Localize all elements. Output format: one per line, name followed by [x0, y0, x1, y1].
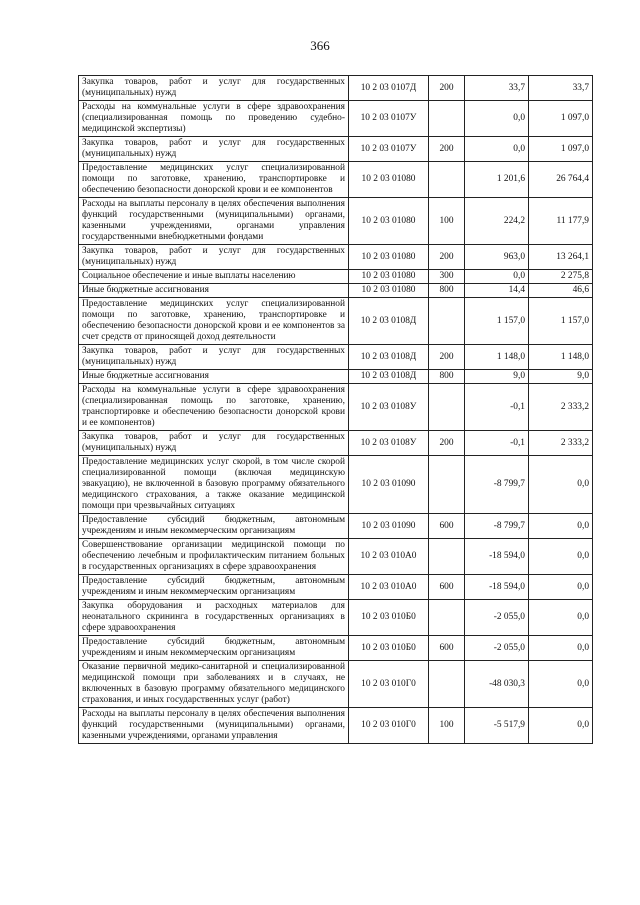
row-name-cell: Расходы на выплаты персоналу в целях обеспечения выполнения функций государственными (муниципальными) органами, казенными учреждениями, органами управления государственными внебюджетными фондами — [79, 198, 349, 245]
row-value-1-cell: -2 055,0 — [465, 600, 529, 636]
row-value-1-cell: 14,4 — [465, 284, 529, 298]
row-type-cell: 600 — [429, 636, 465, 661]
row-name-cell: Предоставление медицинских услуг скорой, в том числе скорой специализированной помощи (включая медицинскую эвакуацию), не включенной в базовую программу обязательного медицинского страхования, а также оказание медицинской помощи при чрезвычайных ситуациях — [79, 456, 349, 514]
row-code-cell: 10 2 03 010А0 — [349, 575, 429, 600]
row-code-cell: 10 2 03 010Б0 — [349, 636, 429, 661]
row-code-cell: 10 2 03 0108Д — [349, 345, 429, 370]
row-code-cell: 10 2 03 010Г0 — [349, 661, 429, 708]
row-value-1-cell: 1 201,6 — [465, 162, 529, 198]
row-value-1-cell: -18 594,0 — [465, 575, 529, 600]
table-row — [79, 101, 593, 137]
row-value-2-cell: 0,0 — [529, 539, 593, 575]
row-type-cell: 200 — [429, 76, 465, 101]
row-value-2-cell: 13 264,1 — [529, 245, 593, 270]
row-code-cell: 10 2 03 01080 — [349, 284, 429, 298]
row-code-cell: 10 2 03 0108У — [349, 431, 429, 456]
row-type-cell: 100 — [429, 198, 465, 245]
row-type-cell: 800 — [429, 370, 465, 384]
table-row — [79, 284, 593, 298]
row-code-cell: 10 2 03 01090 — [349, 456, 429, 514]
table-row — [79, 575, 593, 600]
table-row — [79, 162, 593, 198]
row-type-cell: 200 — [429, 137, 465, 162]
row-value-1-cell: 224,2 — [465, 198, 529, 245]
row-value-1-cell: -48 030,3 — [465, 661, 529, 708]
row-type-cell: 600 — [429, 514, 465, 539]
row-code-cell: 10 2 03 0107У — [349, 137, 429, 162]
table-row — [79, 539, 593, 575]
row-code-cell: 10 2 03 0108У — [349, 384, 429, 431]
row-value-1-cell: -8 799,7 — [465, 514, 529, 539]
row-code-cell: 10 2 03 0108Д — [349, 370, 429, 384]
row-value-1-cell: -5 517,9 — [465, 708, 529, 744]
row-name-cell: Закупка товаров, работ и услуг для государственных (муниципальных) нужд — [79, 76, 349, 101]
row-type-cell — [429, 456, 465, 514]
row-value-1-cell: 0,0 — [465, 137, 529, 162]
row-value-1-cell: -18 594,0 — [465, 539, 529, 575]
row-value-1-cell: 0,0 — [465, 101, 529, 137]
row-name-cell: Закупка товаров, работ и услуг для государственных (муниципальных) нужд — [79, 345, 349, 370]
row-value-2-cell: 33,7 — [529, 76, 593, 101]
table-row — [79, 270, 593, 284]
row-value-2-cell: 0,0 — [529, 636, 593, 661]
table-row — [79, 514, 593, 539]
row-name-cell: Расходы на выплаты персоналу в целях обеспечения выполнения функций государственными (муниципальными) органами, казенными учреждениями, органами управления — [79, 708, 349, 744]
row-value-1-cell: 9,0 — [465, 370, 529, 384]
row-type-cell — [429, 661, 465, 708]
row-code-cell: 10 2 03 01080 — [349, 270, 429, 284]
row-code-cell: 10 2 03 010А0 — [349, 539, 429, 575]
row-name-cell: Закупка товаров, работ и услуг для государственных (муниципальных) нужд — [79, 245, 349, 270]
table-row — [79, 384, 593, 431]
row-code-cell: 10 2 03 01090 — [349, 514, 429, 539]
row-value-2-cell: 1 157,0 — [529, 298, 593, 345]
row-code-cell: 10 2 03 01080 — [349, 162, 429, 198]
page-number: 366 — [310, 38, 330, 53]
table-row — [79, 370, 593, 384]
row-value-1-cell: -2 055,0 — [465, 636, 529, 661]
row-code-cell: 10 2 03 0107Д — [349, 76, 429, 101]
row-code-cell: 10 2 03 01080 — [349, 198, 429, 245]
table-row — [79, 198, 593, 245]
row-name-cell: Предоставление медицинских услуг специализированной помощи по заготовке, хранению, транспортировке и обеспечению безопасности донорской крови и ее компонентов за счет средств от приносящей доход деятельности — [79, 298, 349, 345]
row-name-cell: Расходы на коммунальные услуги в сфере здравоохранения (специализированная помощь по проведению судебно-медицинской экспертизы) — [79, 101, 349, 137]
table-row — [79, 708, 593, 744]
row-name-cell: Предоставление медицинских услуг специализированной помощи по заготовке, хранению, транспортировке и обеспечению безопасности донорской крови и ее компонентов — [79, 162, 349, 198]
table-row — [79, 137, 593, 162]
row-type-cell: 200 — [429, 245, 465, 270]
row-name-cell: Социальное обеспечение и иные выплаты населению — [79, 270, 349, 284]
row-value-2-cell: 11 177,9 — [529, 198, 593, 245]
row-code-cell: 10 2 03 01080 — [349, 245, 429, 270]
row-value-2-cell: 0,0 — [529, 575, 593, 600]
budget-table-body — [79, 76, 593, 744]
row-name-cell: Предоставление субсидий бюджетным, автономным учреждениям и иным некоммерческим организациям — [79, 514, 349, 539]
table-row — [79, 345, 593, 370]
table-row — [79, 661, 593, 708]
row-name-cell: Закупка товаров, работ и услуг для государственных (муниципальных) нужд — [79, 431, 349, 456]
row-code-cell: 10 2 03 0108Д — [349, 298, 429, 345]
table-row — [79, 431, 593, 456]
row-value-2-cell: 2 275,8 — [529, 270, 593, 284]
row-code-cell: 10 2 03 010Б0 — [349, 600, 429, 636]
budget-table — [78, 75, 593, 744]
row-name-cell: Расходы на коммунальные услуги в сфере здравоохранения (специализированная помощь по заготовке, хранению, транспортировке и обеспечению безопасности донорской крови и ее компонентов) — [79, 384, 349, 431]
row-value-1-cell: -0,1 — [465, 431, 529, 456]
row-value-1-cell: 33,7 — [465, 76, 529, 101]
row-value-2-cell: 0,0 — [529, 456, 593, 514]
row-code-cell: 10 2 03 0107У — [349, 101, 429, 137]
row-value-2-cell: 0,0 — [529, 514, 593, 539]
row-value-1-cell: 0,0 — [465, 270, 529, 284]
row-type-cell — [429, 162, 465, 198]
row-type-cell — [429, 101, 465, 137]
row-type-cell — [429, 600, 465, 636]
row-value-2-cell: 46,6 — [529, 284, 593, 298]
table-row — [79, 298, 593, 345]
row-name-cell: Предоставление субсидий бюджетным, автономным учреждениям и иным некоммерческим организациям — [79, 575, 349, 600]
row-name-cell: Иные бюджетные ассигнования — [79, 284, 349, 298]
row-value-2-cell: 26 764,4 — [529, 162, 593, 198]
row-type-cell: 600 — [429, 575, 465, 600]
row-type-cell — [429, 298, 465, 345]
row-value-1-cell: -0,1 — [465, 384, 529, 431]
row-type-cell — [429, 539, 465, 575]
row-name-cell: Предоставление субсидий бюджетным, автономным учреждениям и иным некоммерческим организациям — [79, 636, 349, 661]
table-row — [79, 245, 593, 270]
row-value-2-cell: 1 097,0 — [529, 137, 593, 162]
row-value-1-cell: -8 799,7 — [465, 456, 529, 514]
table-row — [79, 76, 593, 101]
table-row — [79, 636, 593, 661]
row-code-cell: 10 2 03 010Г0 — [349, 708, 429, 744]
row-value-2-cell: 1 097,0 — [529, 101, 593, 137]
row-type-cell: 200 — [429, 345, 465, 370]
row-value-1-cell: 963,0 — [465, 245, 529, 270]
row-name-cell: Оказание первичной медико-санитарной и специализированной медицинской помощи при заболеваниях и в случаях, не включенных в базовую программу обязательного медицинского страхования, и иных государственных услуг (работ) — [79, 661, 349, 708]
row-value-2-cell: 0,0 — [529, 600, 593, 636]
row-type-cell: 100 — [429, 708, 465, 744]
row-value-2-cell: 1 148,0 — [529, 345, 593, 370]
row-type-cell — [429, 384, 465, 431]
row-value-1-cell: 1 148,0 — [465, 345, 529, 370]
row-type-cell: 200 — [429, 431, 465, 456]
row-value-2-cell: 2 333,2 — [529, 384, 593, 431]
row-value-2-cell: 0,0 — [529, 708, 593, 744]
row-value-1-cell: 1 157,0 — [465, 298, 529, 345]
table-row — [79, 600, 593, 636]
row-type-cell: 300 — [429, 270, 465, 284]
row-name-cell: Иные бюджетные ассигнования — [79, 370, 349, 384]
row-name-cell: Закупка товаров, работ и услуг для государственных (муниципальных) нужд — [79, 137, 349, 162]
row-name-cell: Совершенствование организации медицинской помощи по обеспечению лечебным и профилактическим питанием больных в государственных организациях в сфере здравоохранения — [79, 539, 349, 575]
row-value-2-cell: 0,0 — [529, 661, 593, 708]
table-row — [79, 456, 593, 514]
row-value-2-cell: 9,0 — [529, 370, 593, 384]
row-name-cell: Закупка оборудования и расходных материалов для неонатального скрининга в государственных организациях в сфере здравоохранения — [79, 600, 349, 636]
row-value-2-cell: 2 333,2 — [529, 431, 593, 456]
row-type-cell: 800 — [429, 284, 465, 298]
